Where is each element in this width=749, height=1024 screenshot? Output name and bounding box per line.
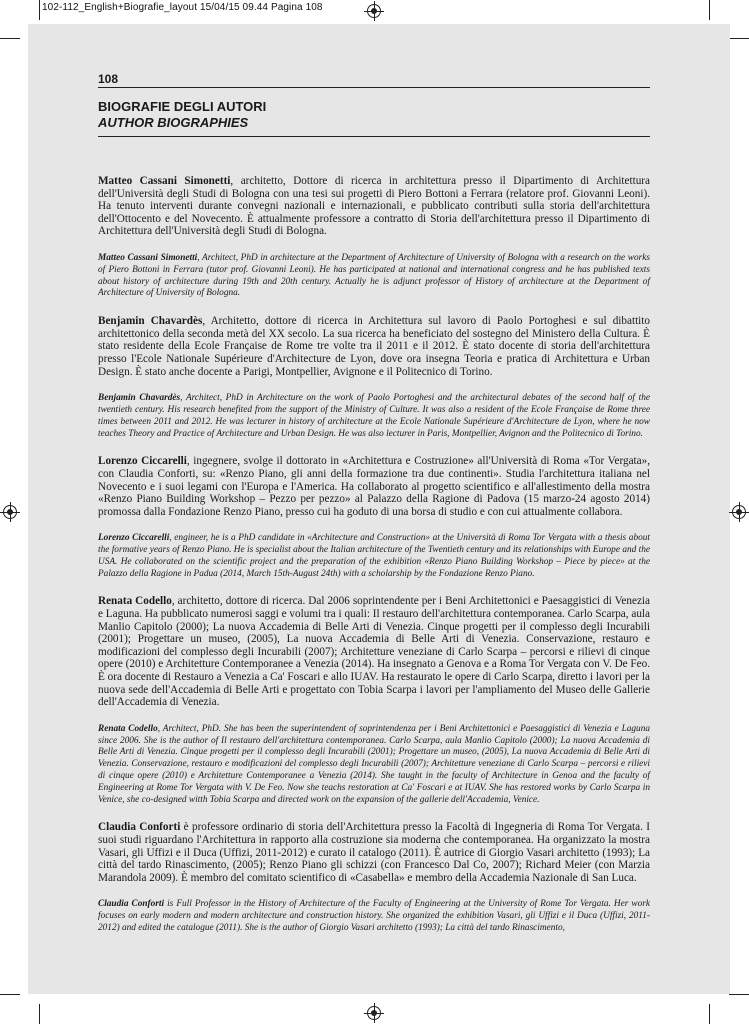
bio-text: , architetto, Dottore di ricerca in architettura presso il Dipartimento di Architettura dell'Università degli Studi di Bologna con una tesi sui progetti di Piero Bottoni a Ferrara (relatore prof. Giovanni Leoni). Ha tenuto interventi durante convegni nazionali e internazionali, e pubblicato contributi sulla storia dell'architettura dell'Ottocento e del Novecento. È attualmente professore a contratto di Storia dell'architettura presso il Dipartimento di Architettura dell'Università degli Studi di Bologna. xyxy=(98,175,651,238)
section-title-english: AUTHOR BIOGRAPHIES xyxy=(98,115,249,130)
author-name: Lorenzo Ciccarelli xyxy=(98,455,187,468)
crop-mark xyxy=(729,38,749,39)
author-name: Renata Codello xyxy=(98,595,172,608)
bio-text: , Architect, PhD. She has been the superintendent of soprintendenza per i Beni Architettonici e Paesaggistici di Venezia e Laguna since 2006. She is the author of Il restauro dell'architettura contemporanea. Carlo Scarpa, aula Manlio Capitolo (2000); La nuova Accademia di Belle Arti di Venezia. Cinque progetti per il complesso degli Incurabili (2001); Progettare un museo, (2005), La nuova Accademia di Belle Arti di Venezia. Conservazione, restauro e modificazioni del complesso degli Incurabili (2007); Architetture veneziane di Carlo Scarpa – percorsi e rilievi di cinque opere (2010) e Architetture Contemporanee a Venezia (2014). She taught in the faculty of Architecture in Genoa and the faculty of Engineering at Rome Tor Vergata with V. De Feo. Now she teachs restoration at Ca' Foscari e at IUAV. She has restored works by Carlo Scarpa in Venice, she co-designed witth Tobia Scarpa and directed work on the expansion of the gallerie dell'Accademia, Venice. xyxy=(98,723,650,805)
crop-mark xyxy=(709,1004,710,1024)
bio-chavardes-en xyxy=(98,393,650,440)
author-name: Renata Codello xyxy=(98,723,158,734)
bio-text: , Architect, PhD in architecture at the Department of Architecture of University of Bologna with a research on the works of Piero Bottoni in Ferrara (tutor prof. Giovanni Leoni). He has participated at national and international congress and he has published texts about history of architecture during 19th and 20th century. Actually he is adjunct professor of History of architecture at the Department of Architecture of University of Bologna. xyxy=(98,252,650,299)
crop-mark xyxy=(0,38,20,39)
registration-mark-icon xyxy=(367,4,381,18)
author-name: Claudia Conforti xyxy=(98,821,181,834)
crop-mark xyxy=(709,0,710,20)
author-name: Lorenzo Ciccarelli xyxy=(98,533,170,544)
bio-text: è professore ordinario di storia dell'Architettura presso la Facoltà di Ingegneria di Roma Tor Vergata. I suoi studi riguardano l'Architettura in rapporto alla costruzione sia moderna che contemporanea. Ha organizzato la mostra Vasari, gli Uffizi e il Duca (Uffizi, 2011-2012) e curato il catalogo (2011). È autrice di Giorgio Vasari architetto (1993); La città del tardo Rinascimento, (2005); Renzo Piano gli schizzi (con Francesco Dal Co, 2007); Richard Meier (con Marzia Marandola 2009). È membro del comitato scientifico di «Casabella» e membro della Accademia Nazionale di San Luca. xyxy=(98,821,650,884)
crop-mark xyxy=(729,994,749,995)
bio-cassani-it xyxy=(98,175,650,238)
bio-chavardes-it xyxy=(98,315,650,378)
author-name: Benjamin Chavardès xyxy=(98,315,203,328)
author-name: Matteo Cassani Simonetti xyxy=(98,175,231,187)
author-name: Matteo Cassani Simonetti xyxy=(98,252,198,263)
header-rule xyxy=(98,87,650,88)
crop-mark xyxy=(39,1004,40,1024)
registration-mark-icon xyxy=(367,1006,381,1020)
bio-text: , architetto, dottore di ricerca. Dal 2006 soprintendente per i Beni Architettonici e Paesaggistici di Venezia e Laguna. Ha pubblicato numerosi saggi e volumi tra i quali: Il restauro dell'architettura contemporanea. Carlo Scarpa, aula Manlio Capitolo (2000); La nuova Accademia di Belle Arti di Venezia. Cinque progetti per il complesso degli Incurabili (2001); Progettare un museo, (2005), La nuova Accademia di Belle Arti di Venezia. Conservazione, restauro e modificazioni del complesso degli Incurabili (2007); Architetture veneziane di Carlo Scarpa – percorsi e rilievi di cinque opere (2010) e Architetture Contemporanee a Venezia (2014). Ha insegnato a Genova e a Roma Tor Vergata con V. De Feo. È ora docente di Restauro a Venezia a Ca' Foscari e allo IUAV. Ha restaurato le opere di Carlo Scarpa, diretto i lavori per la nuova sede dell'Accademia di Belle Arti e progettato con Tobia Scarpa i lavori per l'ampliamento del Museo delle Gallerie dell'Accademia di Venezia. xyxy=(98,595,650,709)
section-title-italian: BIOGRAFIE DEGLI AUTORI xyxy=(98,99,267,114)
crop-mark xyxy=(0,994,20,995)
print-slug: 102-112_English+Biografie_layout 15/04/15 09.44 Pagina 108 xyxy=(42,2,323,13)
registration-mark-icon xyxy=(3,505,17,519)
bio-ciccarelli-it xyxy=(98,455,650,518)
bio-codello-en xyxy=(98,724,650,807)
page-number: 108 xyxy=(98,72,119,86)
bio-cassani-en xyxy=(98,253,650,300)
bio-text: , Architect, PhD in Architecture on the work of Paolo Portoghesi and the architectural debates of the second half of the twentieth century. His research benefited from the support of the Ministry of Culture. It was also a resident of the Ecole Française de Rome three times between 2011 and 2012. He was lecturer in history of architecture at the Ecole Nationale Supérieure d'Architecture de Lyon, where he now teaches Theory and Practice of Architecture and Urban Design. He was also lecturer in Paris, Montpellier, Avignon and the Politecnico di Torino. xyxy=(98,393,650,439)
author-name: Claudia Conforti xyxy=(98,899,165,910)
bio-text: is Full Professor in the History of Architecture of the Faculty of Engineering at the University of Rome Tor Vergata. Her work focuses on early modern and modern architecture and construction history. She organized the exhibition Vasari, gli Uffizi e il Duca (Uffizi, 2011-2012) and edited the catalogue (2011). She is the author of Giorgio Vasari architetto (1993); La città del tardo Rinascimento, xyxy=(98,899,650,933)
bio-conforti-it xyxy=(98,821,650,884)
bio-text: , ingegnere, svolge il dottorato in «Architettura e Costruzione» all'Università di Roma «Tor Vergata», con Claudia Conforti, su: «Renzo Piano, gli anni della formazione tra due continenti». Studia l'architettura italiana nel Novecento e i suoi legami con l'Europa e l'America. Ha collaborato al progetto scientifico e all'allestimento della mostra «Renzo Piano Building Workshop – Pezzo per pezzo» al Palazzo della Ragione di Padova (15 marzo-24 agosto 2014) promossa dalla Fondazione Renzo Piano, presso cui ha goduto di una borsa di studio e con cui attualmente collabora. xyxy=(98,455,650,518)
registration-mark-icon xyxy=(732,505,746,519)
title-rule xyxy=(98,136,650,137)
bio-text: , Architetto, dottore di ricerca in Architettura sul lavoro di Paolo Portoghesi e sul dibattito architettonico della seconda metà del XX secolo. La sua ricerca ha beneficiato del sostegno del Ministero della Cultura. È stato residente della Ecole Française de Rome tre volte tra il 2011 e il 2012. È stato docente di storia dell'architettura presso l'Ecole Nationale Supérieure d'Architecture de Lyon, dove ora insegna Teoria e pratica di Architettura e Urban Design. È stato anche docente a Parigi, Montpellier, Avignone e il Politecnico di Torino. xyxy=(98,315,650,378)
bio-codello-it xyxy=(98,595,650,708)
bio-text: , engineer, he is a PhD candidate in «Architecture and Construction» at the Università di Roma Tor Vergata with a thesis about the formative years of Renzo Piano. He is specialist about the Italian architecture of the Twentieth century and its relationships with Europe and the USA. He collaborated on the scientific project and the preparation of the exhibition «Renzo Piano Building Workshop – Piece by piece» at the Palazzo della Ragione in Padua (2014, March 15th-August 24th) with a scholarship by the Fondazione Renzo Piano. xyxy=(98,533,650,579)
bio-conforti-en xyxy=(98,899,650,934)
crop-mark xyxy=(39,0,40,20)
author-name: Benjamin Chavardès xyxy=(98,393,181,404)
bio-ciccarelli-en xyxy=(98,533,650,580)
biographies xyxy=(98,175,650,950)
